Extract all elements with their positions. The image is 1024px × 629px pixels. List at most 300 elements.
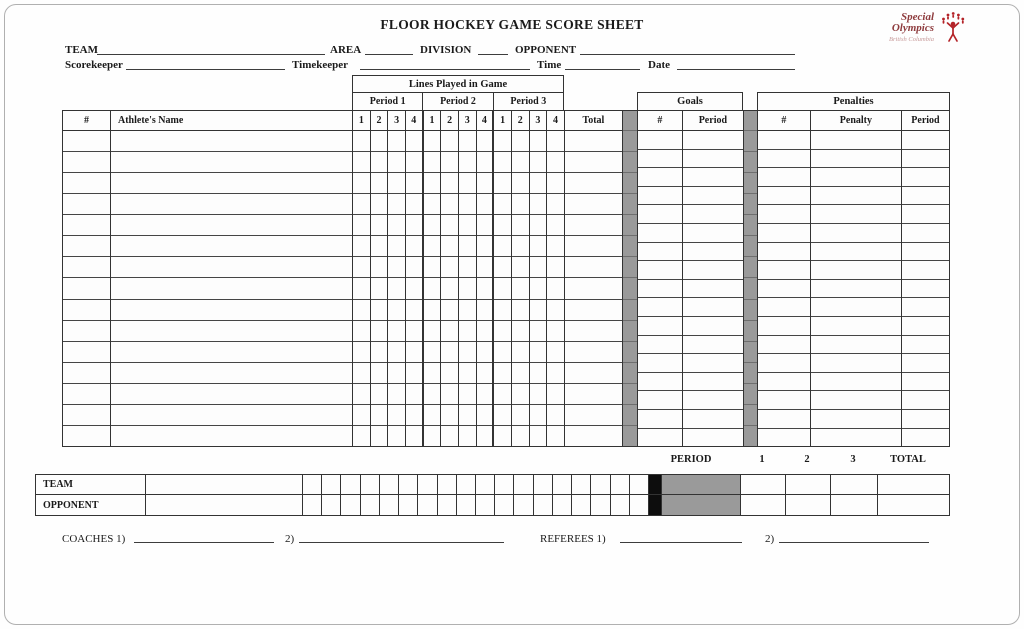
summary-line-cell [303, 495, 322, 515]
grid-cell [565, 321, 622, 342]
grid-cell [530, 131, 547, 152]
col-goals-period [683, 111, 744, 446]
grid-cell [63, 278, 110, 299]
grid-cell [371, 236, 388, 257]
col-penalties-period-header: Period [902, 111, 949, 131]
grid-cell [638, 373, 682, 392]
grid-cell [811, 280, 901, 299]
grid-cell [811, 131, 901, 150]
grid-cell [371, 426, 388, 446]
grid-cell [441, 321, 458, 342]
grid-cell [902, 224, 949, 243]
grid-cell [638, 429, 682, 447]
grid-cell [477, 384, 493, 405]
grid-cell [758, 354, 810, 373]
goals-section-header: Goals [637, 92, 743, 111]
grid-cell [406, 257, 422, 278]
grid-cell [424, 405, 441, 426]
grid-cell [424, 215, 441, 236]
summary-total-score-cell [878, 495, 951, 515]
summary-line-cell [534, 475, 553, 494]
grid-cell [406, 363, 422, 384]
logo-word-special: Special [901, 10, 934, 23]
col-line-p1-3-header: 3 [388, 111, 405, 131]
grid-cell [565, 342, 622, 363]
grid-cell [494, 321, 511, 342]
grid-cell [902, 336, 949, 355]
summary-line-cell [611, 475, 630, 494]
grid-cell [353, 342, 370, 363]
grid-cell [623, 384, 637, 405]
grid-cell [371, 300, 388, 321]
grid-cell [530, 257, 547, 278]
grid-cell [638, 298, 682, 317]
grid-cell [424, 300, 441, 321]
summary-line-cell [438, 475, 457, 494]
grid-cell [744, 194, 757, 215]
grid-cell [494, 300, 511, 321]
grid-cell [683, 187, 743, 206]
grid-cell [494, 236, 511, 257]
grid-cell [512, 405, 529, 426]
grid-cell [371, 342, 388, 363]
grid-cell [494, 131, 511, 152]
summary-line-cell [341, 475, 360, 494]
grid-cell [565, 236, 622, 257]
grid-cell [744, 363, 757, 384]
grid-cell [758, 298, 810, 317]
grid-cell [63, 131, 110, 152]
grid-cell [353, 363, 370, 384]
grid-cell [441, 194, 458, 215]
summary-line-cell [476, 495, 495, 515]
grid-cell [494, 152, 511, 173]
col-line-p2-3-header: 3 [459, 111, 476, 131]
grid-cell [512, 131, 529, 152]
grid-cell [494, 278, 511, 299]
grid-cell [353, 384, 370, 405]
grid-cell [902, 131, 949, 150]
grid-cell [758, 261, 810, 280]
grid-cell [424, 194, 441, 215]
grid-cell [406, 384, 422, 405]
col-line-p3-3-header: 3 [530, 111, 547, 131]
grid-cell [902, 280, 949, 299]
grid-cell [388, 363, 405, 384]
grid-cell [811, 224, 901, 243]
summary-line-cell [361, 475, 380, 494]
grid-cell [547, 173, 564, 194]
grid-cell [758, 336, 810, 355]
grid-cell [565, 173, 622, 194]
grid-cell [744, 236, 757, 257]
grid-cell [424, 257, 441, 278]
grid-cell [623, 363, 637, 384]
timekeeper-label: Timekeeper [292, 59, 349, 71]
grid-cell [530, 405, 547, 426]
grid-cell [353, 173, 370, 194]
grid-cell [902, 168, 949, 187]
grid-cell [683, 131, 743, 150]
grid-cell [758, 280, 810, 299]
grid-cell [744, 173, 757, 194]
grid-cell [63, 257, 110, 278]
grid-cell [477, 426, 493, 446]
col-line-p1-3 [388, 111, 406, 446]
grid-cell [902, 298, 949, 317]
grid-cell [902, 410, 949, 429]
grid-cell [494, 342, 511, 363]
col-line-p1-4-header: 4 [406, 111, 422, 131]
divider-strip-left-header [623, 111, 637, 131]
grid-cell [111, 131, 352, 152]
grid-cell [547, 384, 564, 405]
grid-cell [547, 363, 564, 384]
summary-line-cell [591, 475, 610, 494]
grid-cell [565, 215, 622, 236]
grid-cell [811, 317, 901, 336]
grid-cell [744, 300, 757, 321]
grid-cell [512, 363, 529, 384]
grid-cell [683, 373, 743, 392]
grid-cell [441, 363, 458, 384]
grid-cell [388, 342, 405, 363]
col-line-p1-1-header: 1 [353, 111, 370, 131]
summary-line-cell [572, 495, 591, 515]
grid-cell [512, 236, 529, 257]
grid-cell [111, 278, 352, 299]
grid-cell [353, 300, 370, 321]
grid-cell [111, 152, 352, 173]
coaches-label: COACHES 1) [62, 533, 126, 545]
grid-cell [494, 173, 511, 194]
logo-region-label: British Columbia [889, 35, 934, 43]
summary-line-cell [380, 475, 399, 494]
header-field-row-2 [0, 56, 1024, 71]
grid-cell [424, 236, 441, 257]
summary-period-3-label: 3 [850, 454, 856, 465]
grid-cell [758, 150, 810, 169]
grid-cell [758, 317, 810, 336]
grid-cell [530, 173, 547, 194]
special-olympics-logo [889, 11, 966, 43]
grid-cell [512, 426, 529, 446]
grid-cell [459, 215, 476, 236]
grid-cell [565, 300, 622, 321]
grid-cell [902, 243, 949, 262]
grid-cell [353, 426, 370, 446]
grid-cell [111, 405, 352, 426]
summary-line-cell [399, 495, 418, 515]
summary-line-cell [591, 495, 610, 515]
grid-cell [683, 354, 743, 373]
grid-cell [547, 236, 564, 257]
grid-cell [683, 298, 743, 317]
summary-period-1-label: 1 [759, 454, 765, 465]
grid-cell [565, 363, 622, 384]
summary-row-opponent [36, 495, 949, 515]
scorekeeper-label: Scorekeeper [65, 59, 123, 71]
grid-cell [441, 278, 458, 299]
grid-cell [63, 342, 110, 363]
grid-cell [638, 354, 682, 373]
grid-cell [623, 194, 637, 215]
grid-cell [441, 257, 458, 278]
grid-cell [811, 205, 901, 224]
summary-row-label: OPPONENT [36, 495, 146, 515]
col-line-p1-2-header: 2 [371, 111, 388, 131]
grid-cell [353, 405, 370, 426]
grid-cell [388, 405, 405, 426]
divider-strip-right-header [744, 111, 757, 131]
grid-cell [811, 336, 901, 355]
summary-name-cell [146, 495, 303, 515]
grid-cell [441, 236, 458, 257]
grid-cell [424, 363, 441, 384]
grid-cell [623, 152, 637, 173]
summary-period-1-score-cell [741, 495, 786, 515]
grid-cell [63, 215, 110, 236]
summary-row-label: TEAM [36, 475, 146, 494]
grid-cell [459, 300, 476, 321]
grid-cell [683, 336, 743, 355]
grid-cell [512, 173, 529, 194]
grid-cell [758, 410, 810, 429]
lines-played-header: Lines Played in Game [352, 75, 564, 93]
grid-cell [477, 236, 493, 257]
grid-cell [477, 300, 493, 321]
grid-cell [638, 317, 682, 336]
grid-cell [371, 321, 388, 342]
grid-cell [371, 131, 388, 152]
summary-line-cell [438, 495, 457, 515]
grid-cell [530, 278, 547, 299]
summary-line-cell [322, 475, 341, 494]
grid-cell [638, 410, 682, 429]
grid-cell [477, 257, 493, 278]
summary-line-cell [514, 495, 533, 515]
grid-cell [811, 150, 901, 169]
grid-cell [902, 317, 949, 336]
col-line-p1-1 [353, 111, 371, 446]
grid-cell [477, 278, 493, 299]
grid-cell [638, 168, 682, 187]
grid-cell [744, 215, 757, 236]
grid-cell [512, 194, 529, 215]
grid-cell [530, 236, 547, 257]
grid-cell [459, 194, 476, 215]
grid-cell [406, 152, 422, 173]
grid-cell [424, 152, 441, 173]
grid-cell [811, 298, 901, 317]
grid-cell [388, 257, 405, 278]
summary-line-cell [399, 475, 418, 494]
grid-cell [406, 131, 422, 152]
grid-cell [811, 429, 901, 447]
col-line-p3-4 [547, 111, 565, 446]
grid-cell [683, 391, 743, 410]
summary-period-3-score-cell [831, 475, 878, 494]
grid-cell [459, 257, 476, 278]
grid-cell [512, 321, 529, 342]
grid-cell [623, 257, 637, 278]
grid-cell [371, 194, 388, 215]
coach-1-blank [134, 542, 274, 543]
summary-line-cell [457, 495, 476, 515]
grid-cell [388, 215, 405, 236]
grid-cell [111, 363, 352, 384]
grid-cell [406, 342, 422, 363]
grid-cell [459, 278, 476, 299]
grid-cell [512, 300, 529, 321]
grid-cell [683, 410, 743, 429]
grid-cell [512, 278, 529, 299]
grid-cell [424, 278, 441, 299]
grid-cell [530, 321, 547, 342]
grid-cell [406, 300, 422, 321]
summary-period-1-score-cell [741, 475, 786, 494]
grid-cell [63, 300, 110, 321]
grid-cell [494, 363, 511, 384]
grid-cell [353, 215, 370, 236]
grid-cell [441, 426, 458, 446]
grid-cell [441, 405, 458, 426]
grid-cell [744, 152, 757, 173]
grid-cell [111, 384, 352, 405]
grid-cell [424, 342, 441, 363]
grid-cell [811, 261, 901, 280]
grid-cell [424, 131, 441, 152]
date-label: Date [648, 59, 670, 71]
grid-cell [683, 150, 743, 169]
grid-cell [477, 215, 493, 236]
grid-cell [353, 152, 370, 173]
grid-cell [530, 426, 547, 446]
grid-cell [683, 429, 743, 447]
grid-cell [406, 236, 422, 257]
grid-cell [758, 243, 810, 262]
summary-gray-cell [662, 475, 741, 494]
grid-cell [530, 152, 547, 173]
col-line-p3-3 [530, 111, 548, 446]
grid-cell [638, 336, 682, 355]
grid-cell [758, 373, 810, 392]
grid-cell [63, 384, 110, 405]
grid-cell [811, 243, 901, 262]
grid-cell [459, 321, 476, 342]
grid-cell [63, 321, 110, 342]
grid-cell [638, 131, 682, 150]
divider-strip-right [744, 111, 758, 446]
grid-cell [623, 342, 637, 363]
col-penalties-number-header: # [758, 111, 810, 131]
grid-cell [565, 405, 622, 426]
grid-cell [623, 215, 637, 236]
grid-cell [512, 152, 529, 173]
grid-cell [371, 384, 388, 405]
summary-line-cell [572, 475, 591, 494]
grid-cell [565, 426, 622, 446]
grid-cell [683, 168, 743, 187]
grid-cell [902, 205, 949, 224]
grid-cell [371, 257, 388, 278]
grid-cell [902, 429, 949, 447]
col-number-header: # [63, 111, 110, 131]
col-line-p3-2 [512, 111, 530, 446]
grid-cell [477, 173, 493, 194]
grid-cell [459, 405, 476, 426]
summary-line-cell [534, 495, 553, 515]
grid-cell [111, 236, 352, 257]
grid-cell [512, 215, 529, 236]
grid-cell [683, 205, 743, 224]
special-olympics-mark-icon [940, 11, 966, 43]
grid-cell [63, 426, 110, 446]
grid-cell [371, 278, 388, 299]
grid-cell [547, 342, 564, 363]
grid-cell [441, 300, 458, 321]
summary-line-cell [630, 475, 649, 494]
col-line-p3-2-header: 2 [512, 111, 529, 131]
grid-cell [638, 261, 682, 280]
grid-cell [623, 300, 637, 321]
grid-cell [459, 342, 476, 363]
grid-cell [744, 342, 757, 363]
divider-strip-left [623, 111, 638, 446]
summary-period-labels [0, 454, 1024, 468]
grid-cell [424, 173, 441, 194]
grid-cell [459, 363, 476, 384]
summary-line-cell [418, 475, 437, 494]
grid-cell [547, 257, 564, 278]
grid-cell [547, 215, 564, 236]
summary-line-cell [553, 495, 572, 515]
grid-cell [758, 131, 810, 150]
grid-cell [494, 257, 511, 278]
grid-cell [811, 187, 901, 206]
grid-cell [441, 215, 458, 236]
col-goals-number [638, 111, 683, 446]
grid-cell [512, 257, 529, 278]
grid-cell [902, 261, 949, 280]
grid-cell [547, 405, 564, 426]
grid-cell [623, 405, 637, 426]
grid-cell [638, 391, 682, 410]
grid-cell [623, 426, 637, 446]
grid-cell [744, 131, 757, 152]
col-goals-period-header: Period [683, 111, 743, 131]
grid-cell [623, 131, 637, 152]
grid-cell [902, 391, 949, 410]
coaches-2-label: 2) [285, 533, 295, 545]
grid-cell [63, 152, 110, 173]
referee-1-blank [620, 542, 742, 543]
summary-total-label: TOTAL [890, 454, 926, 465]
grid-cell [459, 131, 476, 152]
grid-cell [388, 384, 405, 405]
summary-name-cell [146, 475, 303, 494]
summary-total-score-cell [878, 475, 951, 494]
col-line-p1-2 [371, 111, 389, 446]
grid-cell [902, 150, 949, 169]
summary-line-cell [303, 475, 322, 494]
grid-cell [744, 278, 757, 299]
grid-cell [902, 187, 949, 206]
summary-line-cell [495, 495, 514, 515]
grid-cell [494, 405, 511, 426]
referee-2-blank [779, 542, 929, 543]
opponent-label: OPPONENT [515, 44, 577, 56]
